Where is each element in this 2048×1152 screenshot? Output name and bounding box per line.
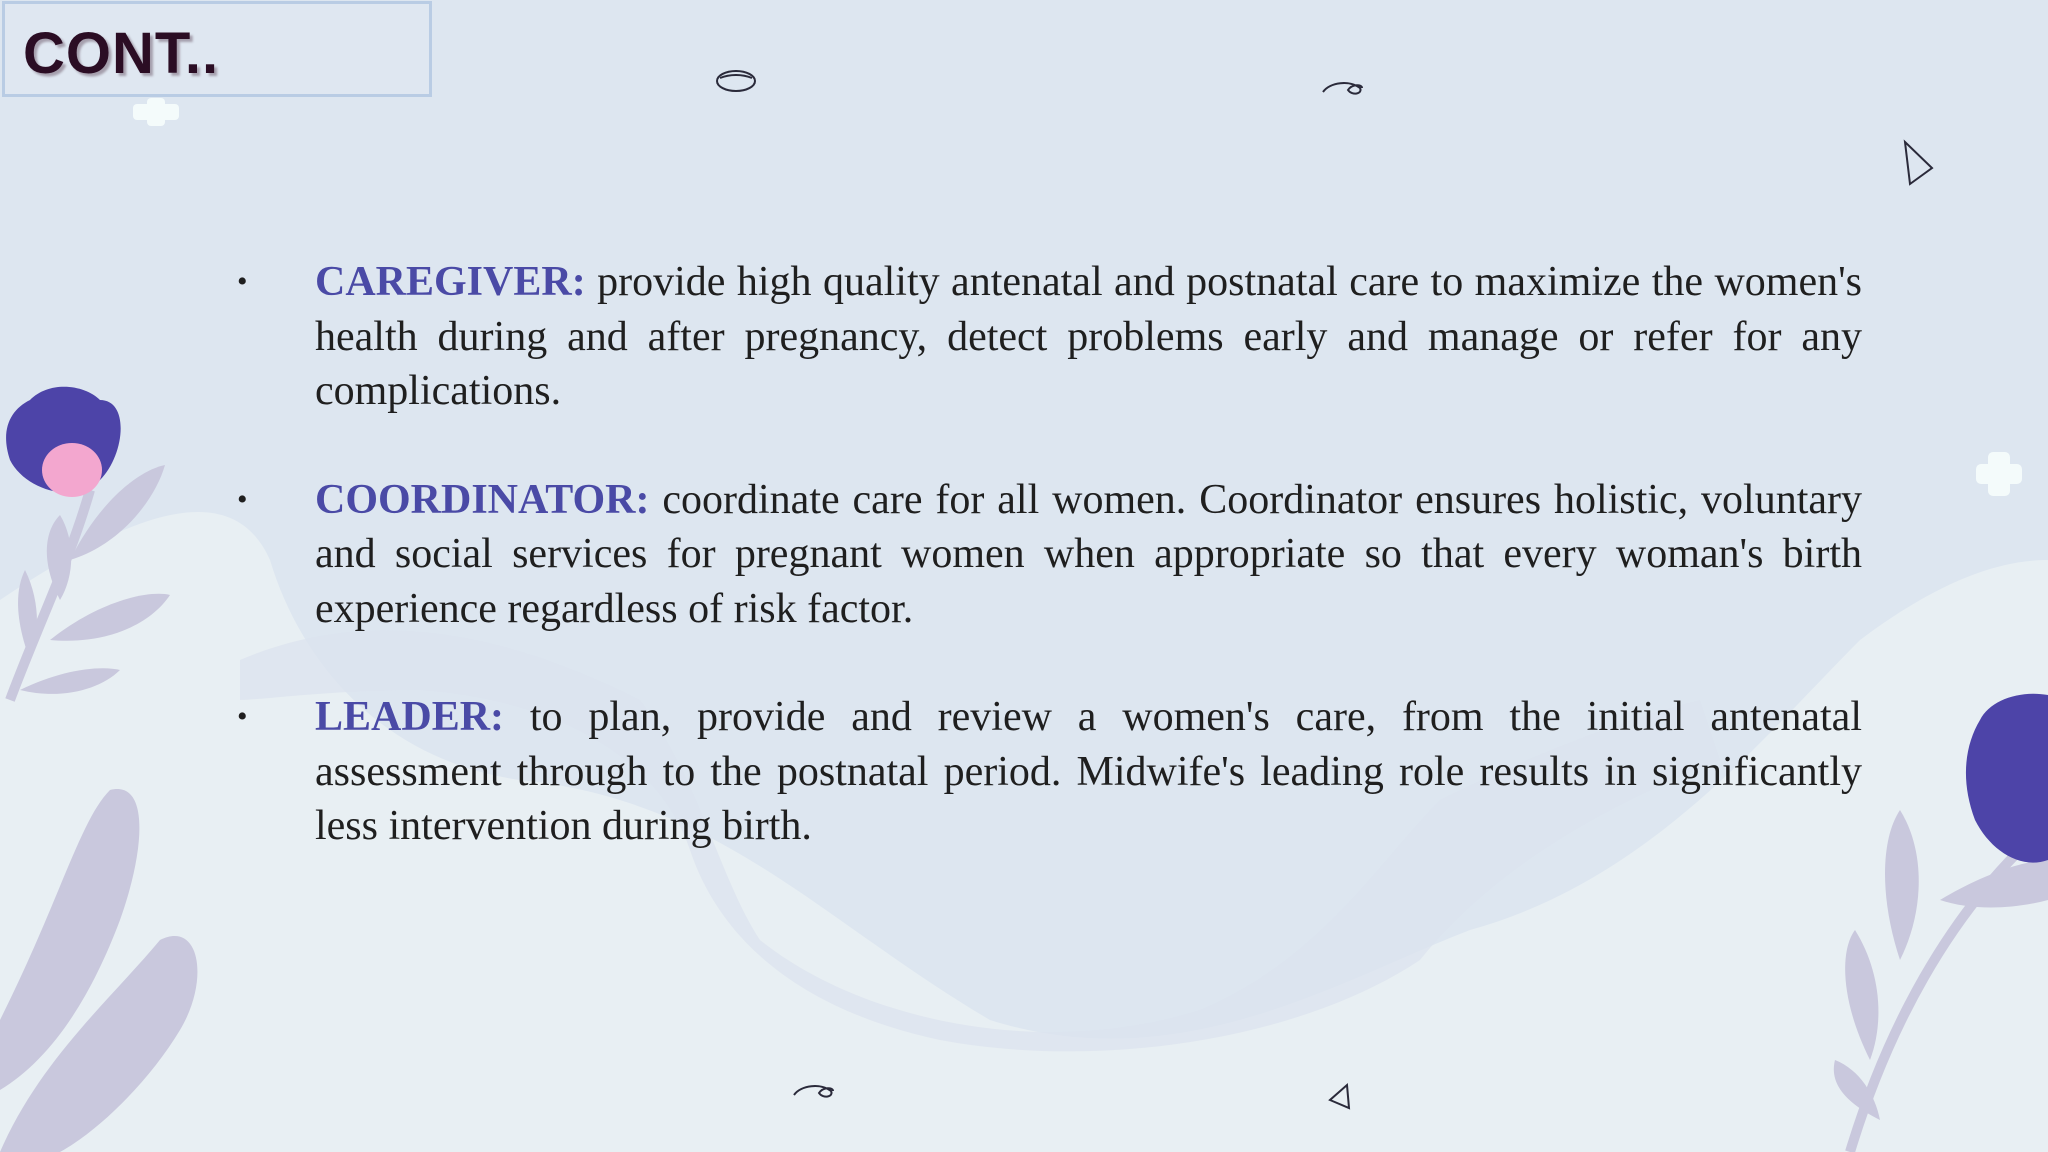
doodle-swirl-icon (1323, 83, 1362, 94)
bullet-term: COORDINATOR: (315, 476, 650, 523)
bullet-marker: • (237, 700, 248, 733)
slide-title: CONT.. (23, 21, 220, 86)
bullet-leader (237, 690, 1862, 854)
bullet-text: to plan, provide and review a women's care, from the initial antenatal assessment through to the postnatal period. Midwife's leading role results in significantly less intervention during birth. (315, 694, 1862, 849)
bullet-caregiver (237, 255, 1862, 419)
doodle-pill-icon (717, 71, 755, 91)
bullet-coordinator (237, 473, 1862, 637)
bullet-term: LEADER: (315, 694, 505, 740)
bullet-marker: • (237, 482, 248, 516)
bullet-marker: • (237, 265, 248, 298)
plus-decoration-right (1976, 452, 2022, 496)
doodle-triangle-icon (1905, 142, 1932, 184)
bullet-text: coordinate care for all women. Coordinator ensures holistic, voluntary and social services for pregnant women when appropriate so that every woman's birth experience regardless of risk factor. (315, 476, 1862, 632)
plus-decoration-top-left (133, 98, 179, 126)
bullet-term: CAREGIVER: (315, 259, 586, 305)
bullet-text: provide high quality antenatal and postnatal care to maximize the women's health during and after pregnancy, detect problems early and manage or refer for any complications. (315, 259, 1862, 414)
title-box (2, 1, 432, 97)
bullet-list (237, 255, 1862, 908)
